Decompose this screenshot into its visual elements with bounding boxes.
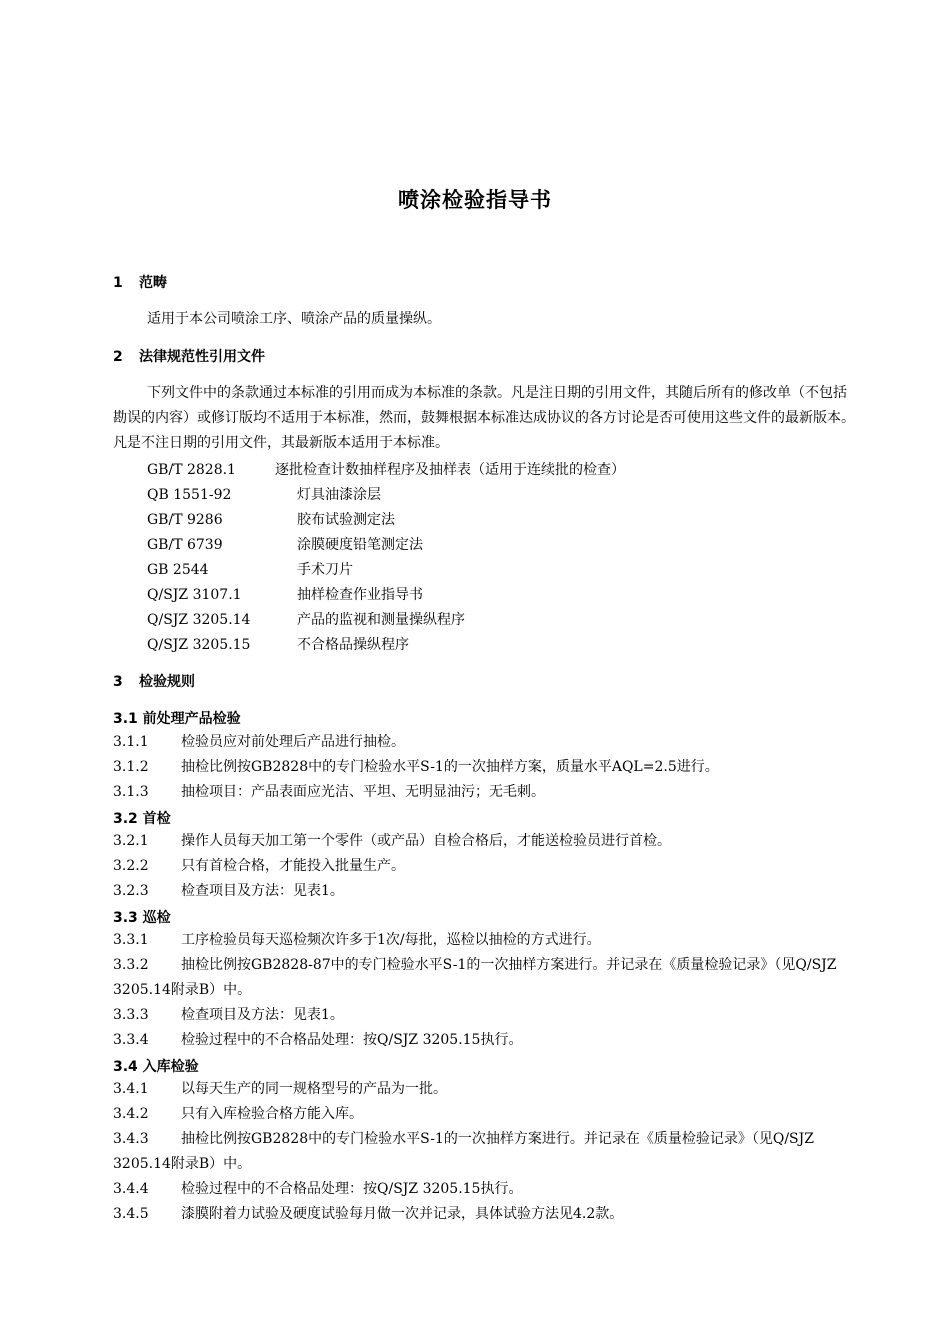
section-number: 3 (113, 674, 123, 690)
reference-row (147, 634, 409, 654)
clause-number: 3.4.3 (113, 1131, 149, 1147)
clause-item (113, 1202, 858, 1227)
clause-number: 3.1.1 (113, 734, 149, 750)
clause-text: 抽检比例按GB2828中的专门检验水平S-1的一次抽样方案进行。并记录在《质量检验记录》（见Q/SJZ 3205.14附录B）中。 (113, 1131, 814, 1172)
clause-number: 3.2.2 (113, 858, 149, 874)
section-1-heading (113, 272, 167, 292)
clause-text: 抽检比例按GB2828中的专门检验水平S-1的一次抽样方案，质量水平AQL=2.5进行。 (181, 759, 719, 775)
reference-name: 手术刀片 (297, 562, 353, 578)
clause-item (113, 1102, 858, 1127)
clause-item (113, 829, 858, 854)
reference-row (147, 534, 423, 554)
reference-code: Q/SJZ 3107.1 (147, 587, 242, 603)
subsection-heading: 3.3 巡检 (113, 910, 171, 926)
clause-number: 3.3.4 (113, 1032, 149, 1048)
reference-code: Q/SJZ 3205.15 (147, 637, 251, 653)
clause-text: 操作人员每天加工第一个零件（或产品）自检合格后，才能送检验员进行首检。 (181, 833, 671, 849)
clause-item (113, 1127, 858, 1177)
section-number: 1 (113, 275, 123, 291)
clause-number: 3.1.3 (113, 784, 149, 800)
reference-row (147, 584, 423, 604)
clause-number: 3.3.3 (113, 1007, 149, 1023)
clause-text: 只有入库检验合格方能入库。 (181, 1106, 363, 1122)
reference-code: QB 1551-92 (147, 487, 232, 503)
clause-item (113, 953, 858, 1003)
section-number: 2 (113, 349, 123, 365)
clause-number: 3.4.4 (113, 1181, 149, 1197)
reference-code: GB/T 6739 (147, 537, 223, 553)
reference-name: 胶布试验测定法 (297, 512, 395, 528)
subsection-heading: 3.1 前处理产品检验 (113, 711, 241, 727)
reference-row (147, 459, 625, 479)
paragraph-text: 适用于本公司喷涂工序、喷涂产品的质量操纵。 (147, 311, 441, 327)
reference-code: GB 2544 (147, 562, 209, 578)
clause-text: 只有首检合格，才能投入批量生产。 (181, 858, 405, 874)
section-1-text (113, 307, 858, 332)
clause-text: 检查项目及方法：见表1。 (181, 1007, 344, 1023)
reference-code: GB/T 9286 (147, 512, 223, 528)
clause-text: 检验员应对前处理后产品进行抽检。 (181, 734, 405, 750)
clause-number: 3.4.5 (113, 1206, 149, 1222)
clause-number: 3.3.2 (113, 957, 149, 973)
reference-row (147, 484, 381, 504)
clause-item (113, 730, 858, 755)
subsection-heading: 3.4 入库检验 (113, 1059, 199, 1075)
reference-name: 产品的监视和测量操纵程序 (297, 612, 465, 628)
clause-item (113, 928, 858, 953)
reference-row (147, 509, 395, 529)
clause-number: 3.4.1 (113, 1081, 149, 1097)
reference-name: 涂膜硬度铅笔测定法 (297, 537, 423, 553)
clause-number: 3.1.2 (113, 759, 149, 775)
clause-text: 以每天生产的同一规格型号的产品为一批。 (181, 1081, 447, 1097)
clause-item (113, 1077, 858, 1102)
clause-number: 3.3.1 (113, 932, 149, 948)
clause-text: 检验过程中的不合格品处理：按Q/SJZ 3205.15执行。 (181, 1032, 523, 1048)
clause-text: 检查项目及方法：见表1。 (181, 883, 344, 899)
section-3-heading (113, 671, 195, 691)
paragraph-text: 下列文件中的条款通过本标准的引用而成为本标准的条款。凡是注日期的引用文件，其随后所有的修改单（不包括勘误的内容）或修订版均不适用于本标准，然而，鼓舞根据本标准达成协议的各方讨论是否可使用这些文件的最新版本。凡是不注日期的引用文件，其最新版本适用于本标准。 (113, 385, 855, 451)
clause-item (113, 879, 858, 904)
reference-code: Q/SJZ 3205.14 (147, 612, 251, 628)
section-2-text (113, 381, 858, 456)
subsection-heading: 3.2 首检 (113, 811, 171, 827)
clause-text: 抽检比例按GB2828-87中的专门检验水平S-1的一次抽样方案进行。并记录在《质量检验记录》（见Q/SJZ 3205.14附录B）中。 (113, 957, 837, 998)
clause-item (113, 1003, 858, 1028)
clause-number: 3.4.2 (113, 1106, 149, 1122)
clause-number: 3.2.1 (113, 833, 149, 849)
reference-row (147, 609, 465, 629)
clause-text: 检验过程中的不合格品处理：按Q/SJZ 3205.15执行。 (181, 1181, 523, 1197)
section-title: 检验规则 (139, 674, 195, 690)
clause-text: 抽检项目：产品表面应光洁、平坦、无明显油污；无毛刺。 (181, 784, 545, 800)
clause-item (113, 780, 858, 805)
reference-row (147, 559, 353, 579)
reference-name: 灯具油漆涂层 (297, 487, 381, 503)
clause-number: 3.2.3 (113, 883, 149, 899)
document-title: 喷涂检验指导书 (398, 188, 552, 212)
section-title: 法律规范性引用文件 (139, 349, 265, 365)
reference-name: 逐批检查计数抽样程序及抽样表（适用于连续批的检查） (275, 462, 625, 478)
clause-text: 工序检验员每天巡检频次许多于1次/每批，巡检以抽检的方式进行。 (181, 932, 601, 948)
clause-item (113, 755, 858, 780)
reference-name: 不合格品操纵程序 (297, 637, 409, 653)
clause-item (113, 854, 858, 879)
section-title: 范畴 (139, 275, 167, 291)
reference-code: GB/T 2828.1 (147, 462, 236, 478)
clause-item (113, 1028, 858, 1053)
section-2-heading (113, 346, 265, 366)
reference-name: 抽样检查作业指导书 (297, 587, 423, 603)
clause-text: 漆膜附着力试验及硬度试验每月做一次并记录，具体试验方法见4.2款。 (181, 1206, 624, 1222)
clause-item (113, 1177, 858, 1202)
